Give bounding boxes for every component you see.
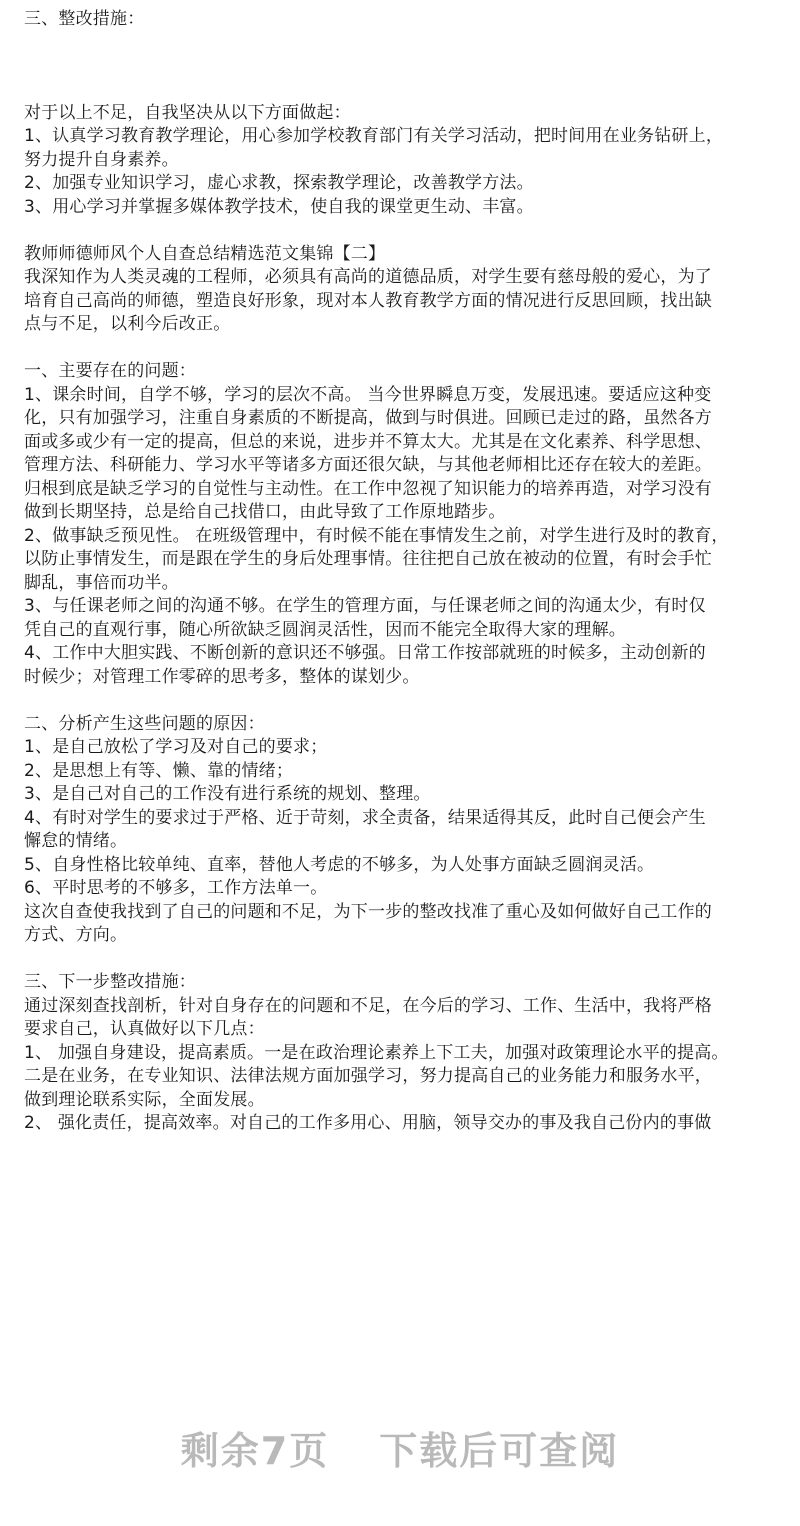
paragraph-line: 凭自己的直观行事，随心所欲缺乏圆润灵活性，因而不能完全取得大家的理解。 — [24, 619, 626, 640]
paragraph-line: 以防止事情发生，而是跟在学生的身后处理事情。往往把自己放在被动的位置，有时会手忙 — [24, 549, 712, 569]
remaining-pages-label: 剩余7页 — [180, 1429, 330, 1473]
section-heading: 三、下一步整改措施： — [24, 972, 196, 992]
paragraph-line: 4、工作中大胆实践、不断创新的意识还不够强。日常工作按部就班的时候多，主动创新的 — [24, 643, 706, 663]
paragraph-line: 5、自身性格比较单纯、直率，替他人考虑的不够多，为人处事方面缺乏圆润灵活。 — [24, 854, 655, 875]
paragraph-line: 归根到底是缺乏学习的自觉性与主动性。在工作中忽视了知识能力的培养再造，对学习没有 — [24, 478, 712, 499]
download-to-view-label[interactable]: 下载后可查阅 — [379, 1429, 620, 1473]
paragraph-line: 3、用心学习并掌握多媒体教学技术，使自我的课堂更生动、丰富。 — [24, 196, 534, 217]
paragraph-line: 1、认真学习教育教学理论，用心参加学校教育部门有关学习活动，把时间用在业务钻研上， — [24, 126, 724, 146]
paragraph-line: 努力提升自身素养。 — [24, 149, 179, 170]
paragraph-line: 对于以上不足，自我坚决从以下方面做起： — [24, 102, 351, 123]
paragraph-line: 做到理论联系实际，全面发展。 — [24, 1089, 265, 1110]
paragraph-line: 懈怠的情绪。 — [24, 831, 128, 851]
paragraph-line: 2、做事缺乏预见性。 在班级管理中，有时候不能在事情发生之前，对学生进行及时的教育， — [24, 525, 729, 546]
paragraph-line: 做到长期坚持，总是给自己找借口，由此导致了工作原地踏步。 — [24, 502, 506, 522]
paragraph-line: 管理方法、科研能力、学习水平等诸多方面还很欠缺，与其他老师相比还存在较大的差距。 — [24, 455, 712, 475]
paragraph-line: 3、是自己对自己的工作没有进行系统的规划、整理。 — [24, 784, 431, 804]
paragraph-line: 2、 强化责任，提高效率。对自己的工作多用心、用脑，领导交办的事及我自己份内的事做 — [24, 1113, 712, 1133]
paragraph-line: 1、是自己放松了学习及对自己的要求； — [24, 737, 328, 757]
paragraph-line: 6、平时思考的不够多，工作方法单一。 — [24, 878, 328, 898]
paragraph-line: 这次自查使我找到了自己的问题和不足，为下一步的整改找准了重心及如何做好自己工作的 — [24, 901, 712, 922]
section-heading: 三、整改措施： — [24, 9, 145, 29]
paragraph-line: 2、加强专业知识学习，虚心求教，探索教学理论，改善教学方法。 — [24, 173, 534, 193]
paragraph-line: 通过深刻查找剖析，针对自身存在的问题和不足，在今后的学习、工作、生活中，我将严格 — [24, 995, 712, 1016]
paragraph-line: 1、 加强自身建设，提高素质。一是在政治理论素养上下工夫，加强对政策理论水平的提高。 — [24, 1042, 729, 1063]
paragraph-line: 2、是思想上有等、懒、靠的情绪； — [24, 760, 294, 781]
paragraph-line: 要求自己，认真做好以下几点： — [24, 1019, 265, 1039]
paragraph-line: 面或多或少有一定的提高，但总的来说，进步并不算太大。尤其是在文化素养、科学思想、 — [24, 431, 712, 452]
document-body — [24, 8, 780, 1136]
paragraph-line: 我深知作为人类灵魂的工程师，必须具有高尚的道德品质，对学生要有慈母般的爱心，为了 — [24, 267, 712, 287]
section-heading: 二、分析产生这些问题的原因： — [24, 713, 265, 734]
paragraph-line: 二是在业务，在专业知识、法律法规方面加强学习，努力提高自己的业务能力和服务水平， — [24, 1066, 712, 1086]
paragraph-line: 4、有时对学生的要求过于严格、近于苛刻，求全责备，结果适得其反，此时自己便会产生 — [24, 807, 706, 828]
download-prompt[interactable] — [0, 1420, 800, 1475]
section-heading: 一、主要存在的问题： — [24, 361, 196, 381]
paragraph-line: 化，只有加强学习，注重自身素质的不断提高，做到与时俱进。回顾已走过的路，虽然各方 — [24, 408, 712, 428]
document-title: 教师师德师风个人自查总结精选范文集锦【二】 — [24, 243, 386, 264]
paragraph-line: 点与不足，以利今后改正。 — [24, 314, 231, 334]
paragraph-line: 3、与任课老师之间的沟通不够。在学生的管理方面，与任课老师之间的沟通太少，有时仅 — [24, 596, 706, 616]
paragraph-line: 脚乱，事倍而功半。 — [24, 572, 179, 593]
paragraph-line: 1、课余时间，自学不够，学习的层次不高。 当今世界瞬息万变，发展迅速。要适应这种变 — [24, 384, 712, 405]
paragraph-line: 方式、方向。 — [24, 925, 128, 945]
paragraph-line: 时候少；对管理工作零碎的思考多，整体的谋划少。 — [24, 666, 420, 687]
paragraph-line: 培育自己高尚的师德，塑造良好形象，现对本人教育教学方面的情况进行反思回顾，找出缺 — [24, 290, 712, 311]
